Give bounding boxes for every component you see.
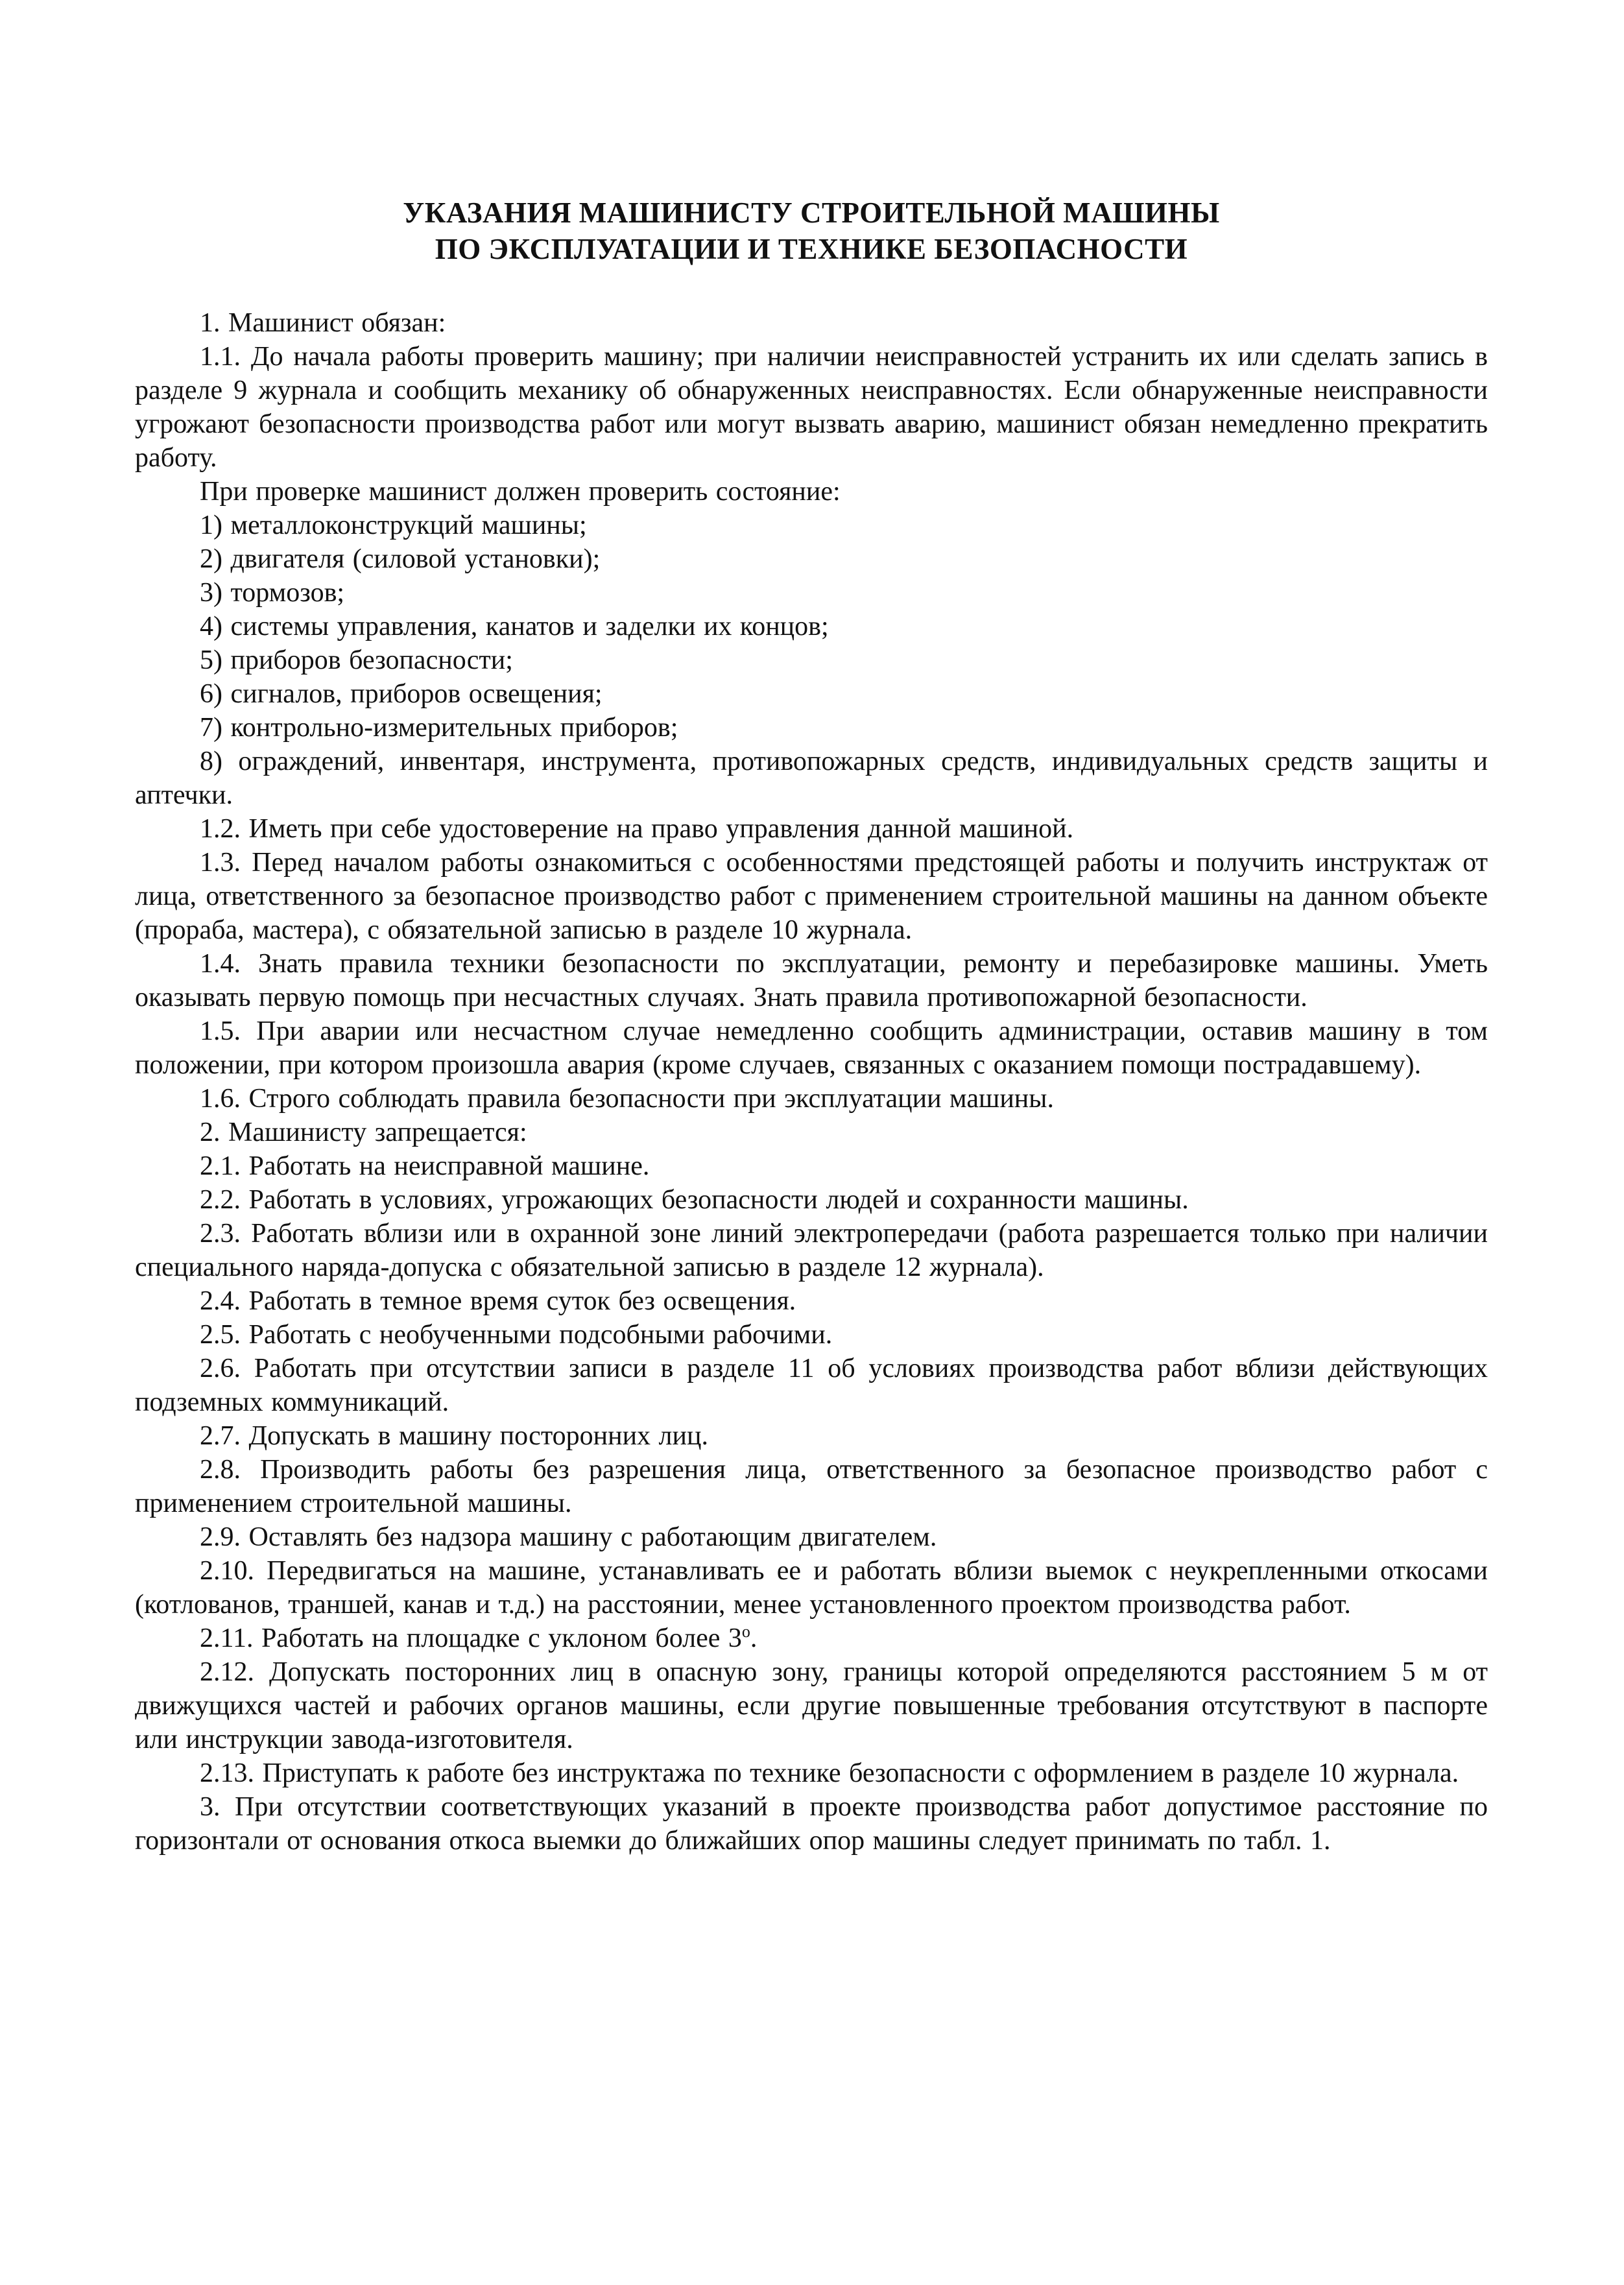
clause-2-11 bbox=[135, 1621, 1488, 1655]
clause-2-7: 2.7. Допускать в машину посторонних лиц. bbox=[200, 1421, 708, 1451]
section-2-heading: 2. Машинисту запрещается: bbox=[200, 1118, 527, 1147]
clause-2-6: 2.6. Работать при отсутствии записи в разделе 11 об условиях производства работ вблизи действующих подземных коммуникаций. bbox=[135, 1354, 1488, 1417]
title-line-2: ПО ЭКСПЛУАТАЦИИ И ТЕХНИКЕ БЕЗОПАСНОСТИ bbox=[435, 233, 1188, 265]
section-3: 3. При отсутствии соответствующих указаний в проекте производства работ допустимое расстояние по горизонтали от основания откоса выемки до ближайших опор машины следует принимать по табл. 1. bbox=[135, 1792, 1488, 1856]
clause-2-9: 2.9. Оставлять без надзора машину с работающим двигателем. bbox=[200, 1522, 937, 1552]
clause-1-3: 1.3. Перед началом работы ознакомиться с особенностями предстоящей работы и получить инструктаж от лица, ответственного за безопасное производство работ с применением строительной машины на данном объекте (прораба, мастера), с обязательной записью в разделе 10 журнала. bbox=[135, 848, 1488, 945]
clause-2-11-end: . bbox=[750, 1623, 758, 1653]
check-item: 2) двигателя (силовой установки); bbox=[200, 544, 601, 574]
clause-2-2: 2.2. Работать в условиях, угрожающих безопасности людей и сохранности машины. bbox=[200, 1185, 1189, 1215]
check-item-8: 8) ограждений, инвентаря, инструмента, противопожарных средств, индивидуальных средств защиты и аптечки. bbox=[135, 747, 1488, 810]
clause-2-3: 2.3. Работать вблизи или в охранной зоне линий электропередачи (работа разрешается только при наличии специального наряда-допуска с обязательной записью в разделе 12 журнала). bbox=[135, 1219, 1488, 1282]
check-item: 4) системы управления, канатов и заделки их концов; bbox=[200, 612, 829, 641]
clause-1-5: 1.5. При аварии или несчастном случае немедленно сообщить администрации, оставив машину в том положении, при котором произошла авария (кроме случаев, связанных с оказанием помощи пострадавшему). bbox=[135, 1016, 1488, 1080]
clause-1-1: 1.1. До начала работы проверить машину; при наличии неисправностей устранить их или сделать запись в разделе 9 журнала и сообщить механику об обнаруженных неисправностях. Если обнаруженные неисправности угрожают безопасности производства работ или могут вызвать аварию, машинист обязан немедленно прекратить работу. bbox=[135, 342, 1488, 473]
check-item: 3) тормозов; bbox=[200, 578, 345, 608]
clause-2-4: 2.4. Работать в темное время суток без освещения. bbox=[200, 1286, 796, 1316]
clause-2-10: 2.10. Передвигаться на машине, устанавливать ее и работать вблизи выемок с неукрепленными откосами (котлованов, траншей, канав и т.д.) на расстоянии, менее установленного проектом производства работ. bbox=[135, 1556, 1488, 1620]
check-item: 1) металлоконструкций машины; bbox=[200, 510, 587, 540]
check-item: 6) сигналов, приборов освещения; bbox=[200, 679, 603, 709]
clause-1-2: 1.2. Иметь при себе удостоверение на право управления данной машиной. bbox=[200, 814, 1074, 844]
clause-2-8: 2.8. Производить работы без разрешения лица, ответственного за безопасное производство работ с применением строительной машины. bbox=[135, 1455, 1488, 1518]
check-item: 7) контрольно-измерительных приборов; bbox=[200, 713, 678, 743]
clause-2-1: 2.1. Работать на неисправной машине. bbox=[200, 1151, 650, 1181]
clause-2-13: 2.13. Приступать к работе без инструктажа по технике безопасности с оформлением в разделе 10 журнала. bbox=[200, 1758, 1459, 1788]
clause-2-12: 2.12. Допускать посторонних лиц в опасную зону, границы которой определяются расстоянием 5 м от движущихся частей и рабочих органов машины, если другие повышенные требования отсутствуют в паспорте или инструкции завода-изготовителя. bbox=[135, 1657, 1488, 1754]
clause-2-5: 2.5. Работать с необученными подсобными рабочими. bbox=[200, 1320, 833, 1350]
document-body bbox=[135, 195, 1488, 1858]
clause-1-4: 1.4. Знать правила техники безопасности по эксплуатации, ремонту и перебазировке машины. Уметь оказывать первую помощь при несчастных случаях. Знать правила противопожарной безопасности. bbox=[135, 949, 1488, 1012]
check-item: 5) приборов безопасности; bbox=[200, 645, 513, 675]
title-line-1: УКАЗАНИЯ МАШИНИСТУ СТРОИТЕЛЬНОЙ МАШИНЫ bbox=[403, 197, 1220, 229]
clause-2-11-text: 2.11. Работать на площадке с уклоном более 3 bbox=[200, 1623, 742, 1653]
clause-1-6: 1.6. Строго соблюдать правила безопасности при эксплуатации машины. bbox=[200, 1084, 1055, 1114]
degree-mark: о bbox=[741, 1622, 750, 1641]
check-intro: При проверке машинист должен проверить состояние: bbox=[200, 477, 841, 507]
document-title bbox=[135, 195, 1488, 267]
section-1-heading: 1. Машинист обязан: bbox=[200, 308, 446, 338]
